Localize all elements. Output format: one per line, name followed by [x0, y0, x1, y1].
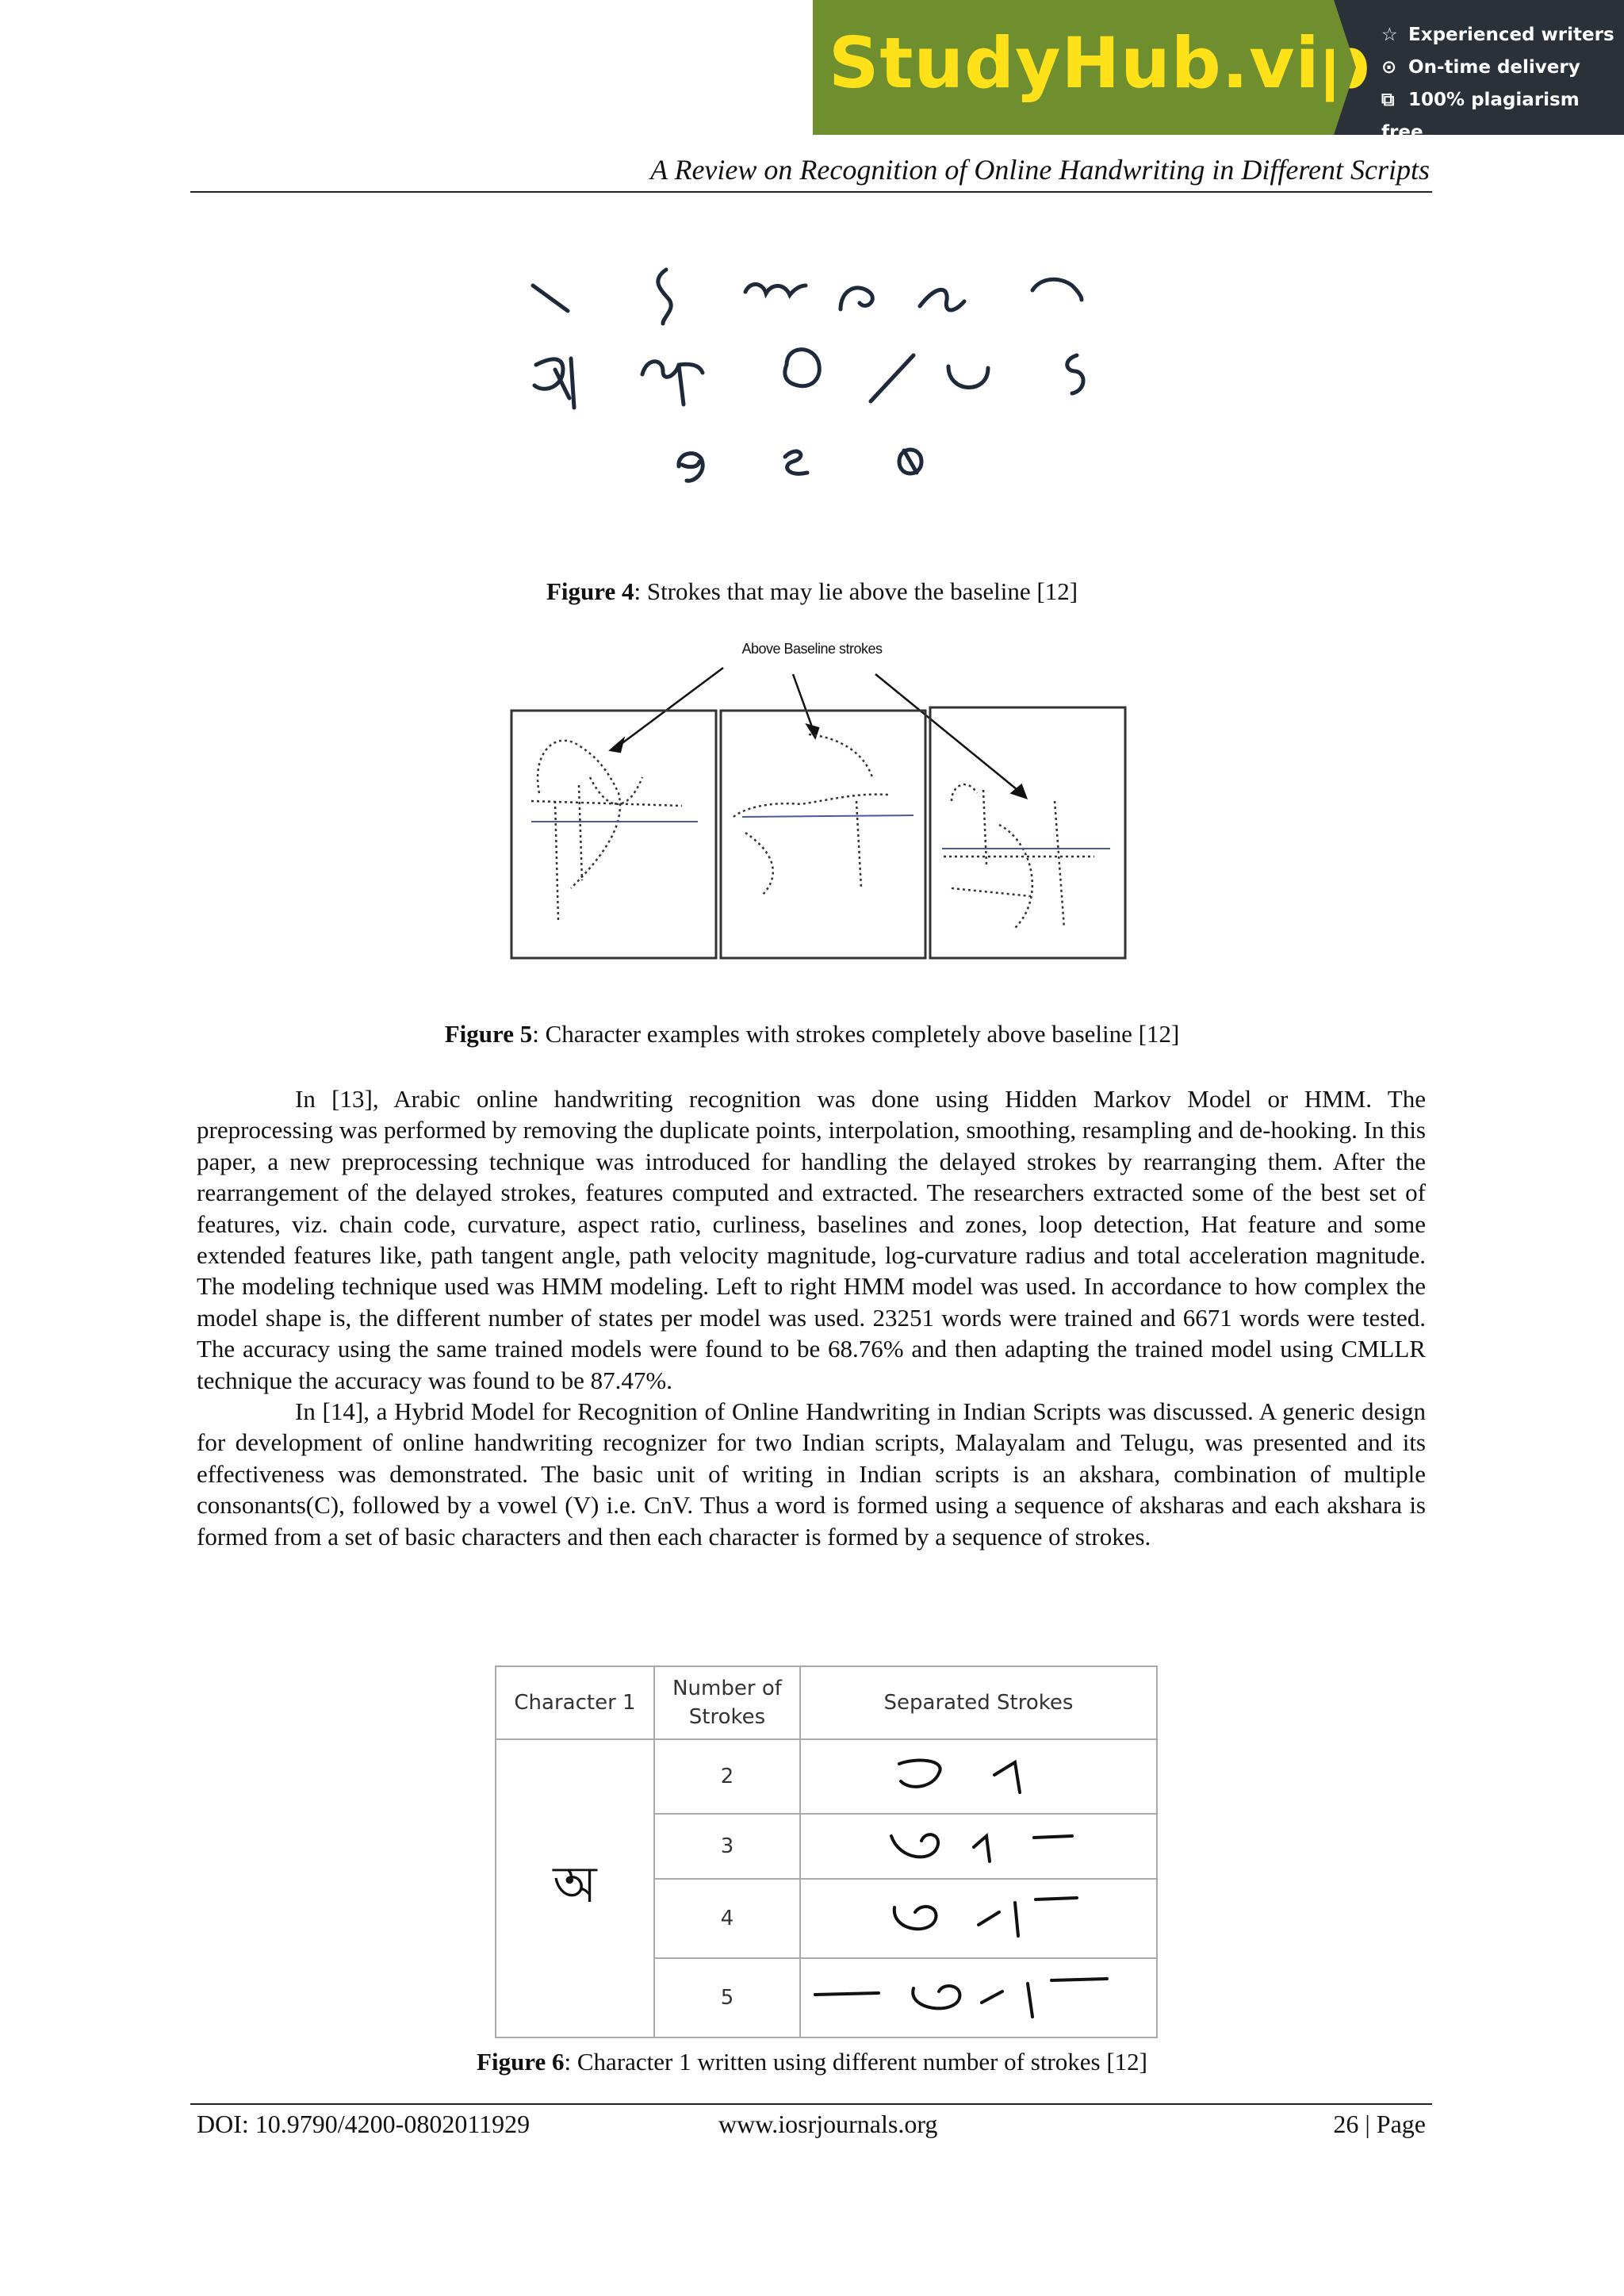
figure6-caption [0, 2048, 1624, 2076]
footer-site-link[interactable]: www.iosrjournals.org [718, 2110, 938, 2138]
body-text [197, 1083, 1426, 1552]
figure5-caption [0, 1020, 1624, 1048]
footer-rule [190, 2103, 1432, 2105]
figure4-label: Figure 4 [546, 577, 634, 605]
feature-label: On-time delivery [1408, 57, 1580, 78]
stroke-drawing [800, 1739, 1157, 1814]
paragraph: In [14], a Hybrid Model for Recognition of Online Handwriting in Indian Scripts was discussed. A generic design for development of online handwriting recognizer for two Indian scripts, Malayalam and Telugu, was presented and its effectiveness was demonstrated. The basic unit of writing in Indian scripts is an akshara, combination of multiple consonants(C), followed by a vowel (V) i.e. CnV. Thus a word is formed using a sequence of aksharas and each akshara is formed from a set of basic characters and then each character is formed by a sequence of strokes. [197, 1397, 1426, 1550]
figure4-caption [0, 577, 1624, 606]
figure5-image [508, 658, 1134, 960]
star-icon: ☆ [1381, 25, 1398, 45]
column-header: Separated Strokes [800, 1666, 1157, 1739]
figure5-caption-text: : Character examples with strokes completely above baseline [12] [532, 1020, 1180, 1048]
footer-page-number: 26 | Page [1333, 2110, 1426, 2138]
feature-item [1381, 19, 1624, 52]
figure5-label: Figure 5 [444, 1020, 533, 1048]
figure4-strokes-image [508, 254, 1126, 508]
copy-icon: ⧉ [1381, 90, 1395, 110]
header-rule [190, 191, 1432, 193]
brand-panel [813, 0, 1371, 135]
stroke-count: 4 [654, 1879, 800, 1958]
clock-icon: ⊙ [1381, 57, 1397, 78]
paragraph: In [13], Arabic online handwriting recognition was done using Hidden Markov Model or HMM. The preprocessing was performed by removing the duplicate points, interpolation, smoothing, resampling and de-hooking. In this paper, a new preprocessing technique was introduced for handling the delayed strokes by rearranging them. After the rearrangement of the delayed strokes, features computed and extracted. The researchers extracted some of the best set of features, viz. chain code, curvature, aspect ratio, curliness, baselines and zones, loop detection, Hat feature and some extended features like, path tangent angle, path velocity magnitude, log-curvature radius and total acceleration magnitude. The modeling technique used was HMM modeling. Left to right HMM model was used. In accordance to how complex the model shape is, the different number of states per model was used. 23251 words were trained and 6671 words were tested. The accuracy using the same trained models were found to be 68.76% and then adapting the trained model using CMLLR technique the accuracy was found to be 87.47%. [197, 1085, 1426, 1394]
stroke-count: 3 [654, 1814, 800, 1879]
character-glyph: অ [496, 1739, 654, 2037]
stroke-count: 5 [654, 1958, 800, 2037]
figure4-caption-text: : Strokes that may lie above the baseline [12] [634, 577, 1078, 605]
feature-list [1334, 0, 1624, 143]
feature-label: 100% plagiarism free [1381, 90, 1580, 143]
stroke-drawing [800, 1814, 1157, 1879]
column-header: Character 1 [496, 1666, 654, 1739]
table-header-row [496, 1666, 1157, 1739]
feature-label: Experienced writers [1408, 25, 1614, 45]
studyhub-banner[interactable] [813, 0, 1624, 143]
footer-doi: DOI: 10.9790/4200-0802011929 [197, 2110, 530, 2138]
column-header: Number of Strokes [654, 1666, 800, 1739]
figure6-label: Figure 6 [477, 2048, 565, 2076]
figure6-caption-text: : Character 1 written using different number of strokes [12] [564, 2048, 1147, 2076]
stroke-drawing [800, 1879, 1157, 1958]
stroke-drawing [800, 1958, 1157, 2037]
figure5-annotation: Above Baseline strokes [741, 641, 883, 657]
figure6-table [495, 1665, 1158, 2038]
stroke-count: 2 [654, 1739, 800, 1814]
feature-item [1381, 84, 1624, 143]
feature-item [1381, 52, 1624, 84]
running-header: A Review on Recognition of Online Handwriting in Different Scripts [650, 154, 1430, 186]
brand-logo: StudyHub.vip [829, 22, 1371, 104]
table-row [496, 1739, 1157, 1814]
